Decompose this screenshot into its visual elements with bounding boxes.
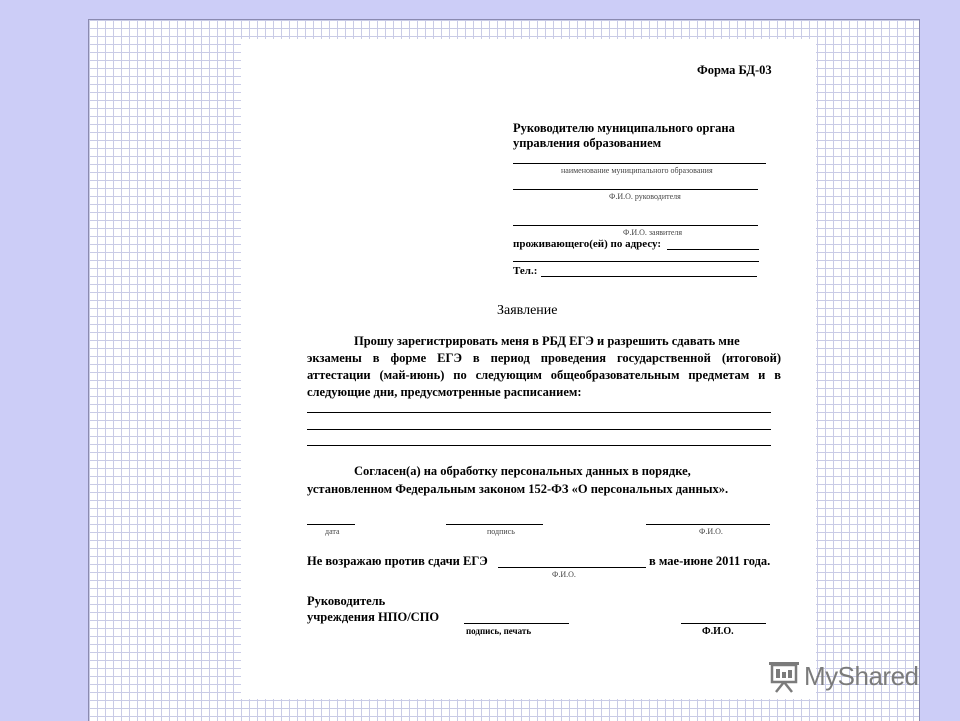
recipient-line-1: Руководителю муниципального органа — [513, 121, 735, 135]
institution-sign-caption: подпись, печать — [466, 626, 532, 636]
address-line-2 — [513, 261, 759, 262]
address-line-1 — [667, 249, 759, 250]
org-name-line — [513, 163, 766, 164]
institution-fio-caption: Ф.И.О. — [702, 626, 734, 637]
parent-text-after: в мае-июне 2011 года. — [649, 554, 771, 568]
date-line — [307, 524, 355, 525]
applicant-name-line — [513, 225, 758, 226]
address-label: проживающего(ей) по адресу: — [513, 238, 662, 250]
applicant-name-caption: Ф.И.О. заявителя — [623, 228, 683, 237]
consent-line-2: установленном Федеральным законом 152-ФЗ «О персональных данных». — [307, 482, 729, 496]
parent-fio-line — [498, 567, 646, 568]
applicant-fio-line — [646, 524, 770, 525]
parent-text-before: Не возражаю против сдачи ЕГЭ — [307, 554, 488, 568]
parent-fio-caption: Ф.И.О. — [552, 570, 576, 579]
subjects-line-1 — [307, 412, 771, 413]
institution-line-2: учреждения НПО/СПО — [307, 610, 440, 624]
request-line-4: следующие дни, предусмотренные расписанием: — [307, 385, 582, 399]
phone-line — [541, 276, 757, 277]
request-line-2: экзамены в форме ЕГЭ в период проведения государственной (итоговой) — [307, 351, 781, 365]
projector-screen-icon — [768, 659, 800, 693]
phone-label: Тел.: — [513, 265, 538, 277]
subjects-line-3 — [307, 445, 771, 446]
consent-line-1: Согласен(а) на обработку персональных данных в порядке, — [354, 464, 691, 478]
applicant-fio-caption: Ф.И.О. — [699, 527, 723, 536]
document-title: Заявление — [497, 303, 558, 318]
request-line-1: Прошу зарегистрировать меня в РБД ЕГЭ и разрешить сдавать мне — [354, 334, 740, 348]
recipient-line-2: управления образованием — [513, 136, 662, 150]
request-line-3: аттестации (май-июнь) по следующим общеобразовательным предметам и в — [307, 368, 781, 382]
subjects-line-2 — [307, 429, 771, 430]
form-code: Форма БД-03 — [697, 63, 772, 77]
institution-sign-line — [464, 623, 569, 624]
head-name-caption: Ф.И.О. руководителя — [609, 192, 681, 201]
signature-line — [446, 524, 543, 525]
org-name-caption: наименование муниципального образования — [561, 166, 713, 175]
date-caption: дата — [325, 527, 340, 536]
institution-fio-line — [681, 623, 766, 624]
head-name-line — [513, 189, 758, 190]
institution-line-1: Руководитель — [307, 594, 386, 608]
logo-text: MyShared — [804, 660, 919, 691]
application-form-document — [241, 39, 816, 699]
signature-caption: подпись — [487, 527, 515, 536]
myshared-logo — [768, 656, 919, 696]
